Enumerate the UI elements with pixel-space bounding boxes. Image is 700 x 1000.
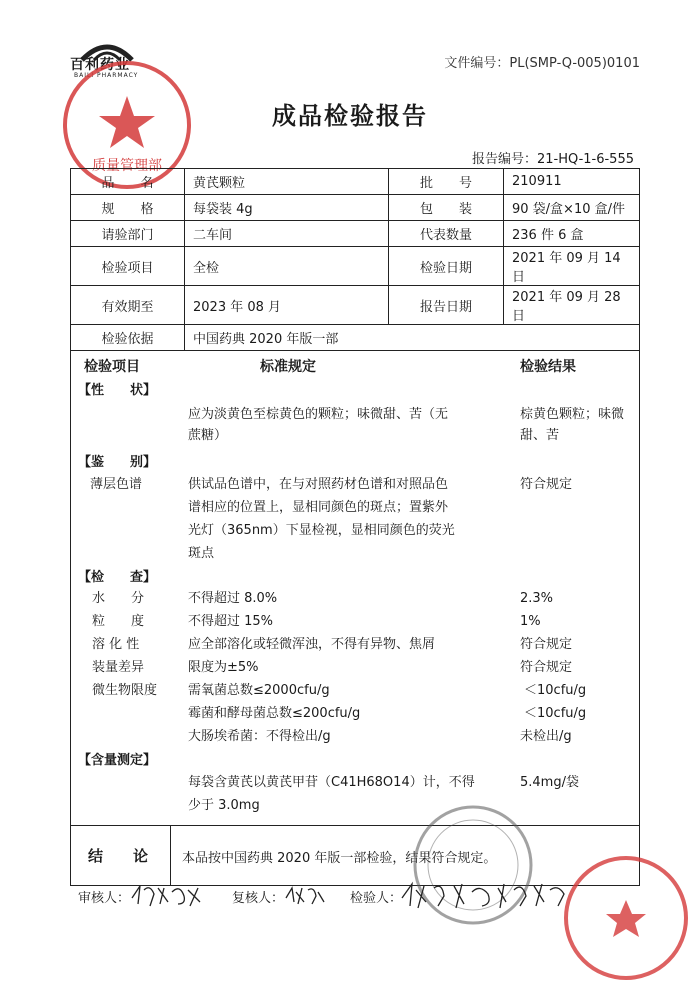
value-basis: 中国药典 2020 年版一部	[185, 325, 640, 351]
file-number: 文件编号：PL(SMP-Q-005)0101	[444, 56, 640, 71]
value-report-date: 2021 年 09 月 28 日	[504, 286, 640, 325]
label-batch: 批 号	[389, 169, 504, 195]
value-quantity: 236 件 6 盒	[504, 221, 640, 247]
reviewer-label: 审核人：	[78, 891, 131, 906]
inspector-signature	[398, 878, 578, 914]
size-standard: 不得超过 15%	[188, 614, 274, 629]
value-dept: 二车间	[185, 221, 389, 247]
section-identify: 【鉴 别】	[78, 455, 157, 470]
prop-standard-1: 应为淡黄色至棕黄色的颗粒；味微甜、苦（无	[188, 407, 449, 422]
assay-standard-1: 每袋含黄芪以黄芪甲苷（C41H68O14）计，不得	[188, 775, 475, 790]
micro-standard-2: 霉菌和酵母菌总数≤200cfu/g	[188, 706, 361, 721]
solubility-standard: 应全部溶化或轻微浑浊，不得有异物、焦屑	[188, 637, 436, 652]
size-item: 粒 度	[92, 614, 145, 629]
table-row	[71, 247, 640, 286]
label-name: 品 名	[71, 169, 185, 195]
label-basis: 检验依据	[71, 325, 185, 351]
prop-result-1: 棕黄色颗粒；味微	[520, 407, 625, 422]
solubility-item: 溶 化 性	[92, 637, 140, 652]
inspector-label: 检验人：	[350, 891, 403, 906]
info-table	[70, 168, 640, 351]
section-assay: 【含量测定】	[78, 753, 157, 768]
label-test-date: 检验日期	[389, 247, 504, 286]
micro-result-3: 未检出/g	[520, 729, 572, 744]
micro-result-1: ＜10cfu/g	[524, 683, 587, 698]
tlc-standard-4: 斑点	[188, 546, 215, 561]
col-header-standard: 标准规定	[260, 359, 316, 375]
table-row	[71, 169, 640, 195]
section-properties: 【性 状】	[78, 383, 157, 398]
prop-result-2: 甜、苦	[520, 428, 560, 443]
prop-standard-2: 蔗糖）	[188, 428, 228, 443]
checker-label: 复核人：	[232, 891, 285, 906]
reviewer-signature	[128, 880, 208, 910]
fill-item: 装量差异	[92, 660, 145, 675]
solubility-result: 符合规定	[520, 637, 573, 652]
tlc-standard-2: 谱相应的位置上，显相同颜色的斑点；置紫外	[188, 500, 449, 515]
assay-standard-2: 少于 3.0mg	[188, 798, 260, 813]
value-item: 全检	[185, 247, 389, 286]
fill-result: 符合规定	[520, 660, 573, 675]
value-name: 黄芪颗粒	[185, 169, 389, 195]
micro-standard-3: 大肠埃希菌：不得检出/g	[188, 729, 331, 744]
table-row	[71, 325, 640, 351]
assay-result: 5.4mg/袋	[520, 775, 579, 790]
value-batch: 210911	[504, 169, 640, 195]
supplier-seal-stamp	[560, 852, 692, 984]
logo-subtext: BAILI PHARMACY	[74, 72, 139, 79]
col-header-item: 检验项目	[84, 359, 140, 375]
fill-standard: 限度为±5%	[188, 660, 259, 675]
section-check: 【检 查】	[78, 570, 157, 585]
label-spec: 规 格	[71, 195, 185, 221]
tlc-standard-3: 光灯（365nm）下显检视，显相同颜色的荧光	[188, 523, 455, 538]
water-item: 水 分	[92, 591, 145, 606]
report-number: 报告编号：21-HQ-1-6-555	[471, 152, 634, 167]
tlc-item: 薄层色谱	[90, 477, 143, 492]
frame-line	[70, 825, 640, 826]
table-row	[71, 221, 640, 247]
tlc-result: 符合规定	[520, 477, 573, 492]
value-package: 90 袋/盒×10 盒/件	[504, 195, 640, 221]
label-package: 包 装	[389, 195, 504, 221]
label-expiry: 有效期至	[71, 286, 185, 325]
size-result: 1%	[520, 614, 541, 629]
conclusion-text: 本品按中国药典 2020 年版一部检验，结果符合规定。	[182, 851, 497, 866]
value-test-date: 2021 年 09 月 14 日	[504, 247, 640, 286]
water-standard: 不得超过 8.0%	[188, 591, 278, 606]
micro-item: 微生物限度	[92, 683, 158, 698]
micro-result-2: ＜10cfu/g	[524, 706, 587, 721]
label-item: 检验项目	[71, 247, 185, 286]
label-dept: 请验部门	[71, 221, 185, 247]
seal-sub: 质量管理部	[92, 158, 162, 174]
col-header-result: 检验结果	[520, 359, 576, 375]
frame-line	[70, 348, 71, 886]
conclusion-label: 结 论	[88, 847, 149, 865]
label-quantity: 代表数量	[389, 221, 504, 247]
table-row	[71, 286, 640, 325]
frame-line	[170, 825, 171, 885]
label-report-date: 报告日期	[389, 286, 504, 325]
value-spec: 每袋装 4g	[185, 195, 389, 221]
water-result: 2.3%	[520, 591, 554, 606]
table-row	[71, 195, 640, 221]
frame-line	[639, 348, 640, 886]
page-title: 成品检验报告	[272, 102, 428, 130]
micro-standard-1: 需氧菌总数≤2000cfu/g	[188, 683, 330, 698]
logo-text: 百利药业	[70, 57, 130, 73]
checker-signature	[282, 882, 326, 908]
tlc-standard-1: 供试品色谱中，在与对照药材色谱和对照品色	[188, 477, 449, 492]
value-expiry: 2023 年 08 月	[185, 286, 389, 325]
